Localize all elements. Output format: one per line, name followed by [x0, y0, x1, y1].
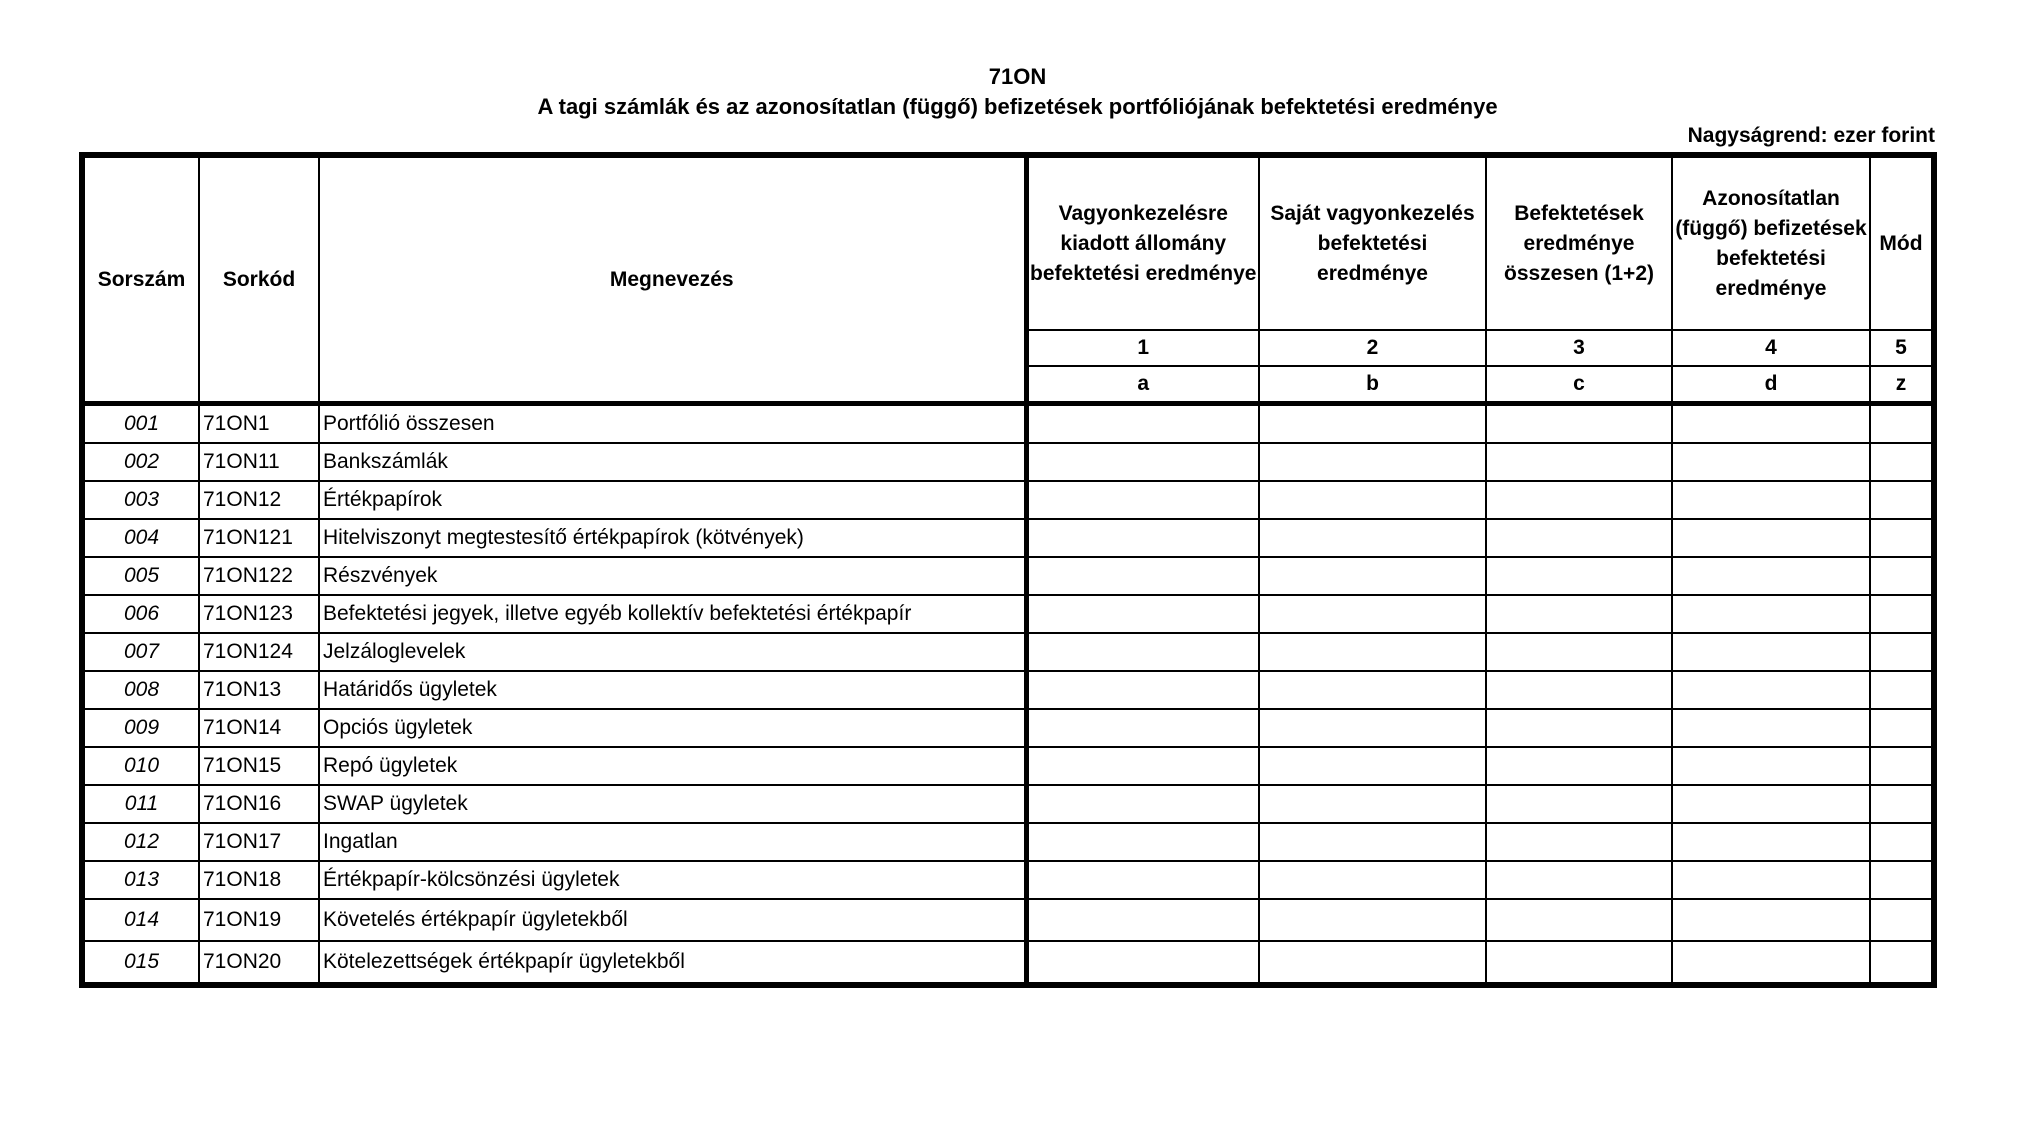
- value-cell-1[interactable]: [1026, 785, 1259, 823]
- value-cell-4[interactable]: [1672, 557, 1870, 595]
- value-cell-1[interactable]: [1026, 899, 1259, 941]
- sorkod-cell: 71ON11: [199, 443, 319, 481]
- value-cell-5[interactable]: [1870, 519, 1934, 557]
- sorszam-cell: 014: [82, 899, 199, 941]
- value-cell-4[interactable]: [1672, 861, 1870, 899]
- value-cell-2[interactable]: [1259, 481, 1486, 519]
- megnevezes-cell: Hitelviszonyt megtestesítő értékpapírok (kötvények): [319, 519, 1026, 557]
- value-cell-3[interactable]: [1486, 595, 1672, 633]
- value-cell-3[interactable]: [1486, 747, 1672, 785]
- value-cell-5[interactable]: [1870, 785, 1934, 823]
- sorszam-cell: 013: [82, 861, 199, 899]
- megnevezes-cell: Részvények: [319, 557, 1026, 595]
- table-row: [82, 404, 1934, 444]
- value-cell-5[interactable]: [1870, 747, 1934, 785]
- sorszam-cell: 009: [82, 709, 199, 747]
- value-cell-1[interactable]: [1026, 709, 1259, 747]
- value-cell-1[interactable]: [1026, 633, 1259, 671]
- sorkod-cell: 71ON17: [199, 823, 319, 861]
- value-cell-4[interactable]: [1672, 595, 1870, 633]
- value-cell-1[interactable]: [1026, 941, 1259, 985]
- value-cell-5[interactable]: [1870, 481, 1934, 519]
- col-header-5: Mód: [1870, 155, 1934, 330]
- value-cell-1[interactable]: [1026, 404, 1259, 444]
- page-title: A tagi számlák és az azonosítatlan (függő) befizetések portfóliójának befektetési eredménye: [537, 94, 1498, 119]
- value-cell-4[interactable]: [1672, 747, 1870, 785]
- sorkod-cell: 71ON122: [199, 557, 319, 595]
- col-number-2: 2: [1259, 330, 1486, 366]
- value-cell-2[interactable]: [1259, 941, 1486, 985]
- value-cell-2[interactable]: [1259, 709, 1486, 747]
- value-cell-4[interactable]: [1672, 481, 1870, 519]
- value-cell-3[interactable]: [1486, 443, 1672, 481]
- sorkod-cell: 71ON124: [199, 633, 319, 671]
- sorkod-cell: 71ON16: [199, 785, 319, 823]
- value-cell-3[interactable]: [1486, 404, 1672, 444]
- col-header-2: Saját vagyonkezelés befektetési eredménye: [1259, 155, 1486, 330]
- value-cell-4[interactable]: [1672, 709, 1870, 747]
- value-cell-1[interactable]: [1026, 443, 1259, 481]
- table-row: [82, 747, 1934, 785]
- value-cell-1[interactable]: [1026, 747, 1259, 785]
- megnevezes-cell: Bankszámlák: [319, 443, 1026, 481]
- table-row: [82, 899, 1934, 941]
- col-header-sorkod: Sorkód: [199, 155, 319, 404]
- value-cell-4[interactable]: [1672, 633, 1870, 671]
- sorszam-cell: 003: [82, 481, 199, 519]
- value-cell-4[interactable]: [1672, 941, 1870, 985]
- value-cell-1[interactable]: [1026, 823, 1259, 861]
- value-cell-2[interactable]: [1259, 404, 1486, 444]
- megnevezes-cell: Követelés értékpapír ügyletekből: [319, 899, 1026, 941]
- megnevezes-cell: Kötelezettségek értékpapír ügyletekből: [319, 941, 1026, 985]
- col-header-4: Azonosítatlan (függő) befizetések befektetési eredménye: [1672, 155, 1870, 330]
- col-header-megnevezes: Megnevezés: [319, 155, 1026, 404]
- megnevezes-cell: Ingatlan: [319, 823, 1026, 861]
- value-cell-5[interactable]: [1870, 443, 1934, 481]
- megnevezes-cell: SWAP ügyletek: [319, 785, 1026, 823]
- value-cell-3[interactable]: [1486, 785, 1672, 823]
- table-row: [82, 671, 1934, 709]
- value-cell-2[interactable]: [1259, 785, 1486, 823]
- value-cell-2[interactable]: [1259, 861, 1486, 899]
- value-cell-5[interactable]: [1870, 899, 1934, 941]
- table-row: [82, 823, 1934, 861]
- col-letter-d: d: [1672, 366, 1870, 404]
- value-cell-5[interactable]: [1870, 941, 1934, 985]
- value-cell-3[interactable]: [1486, 861, 1672, 899]
- megnevezes-cell: Értékpapír-kölcsönzési ügyletek: [319, 861, 1026, 899]
- value-cell-4[interactable]: [1672, 899, 1870, 941]
- col-number-1: 1: [1026, 330, 1259, 366]
- megnevezes-cell: Opciós ügyletek: [319, 709, 1026, 747]
- sorszam-cell: 004: [82, 519, 199, 557]
- col-letter-z: z: [1870, 366, 1934, 404]
- sorkod-cell: 71ON18: [199, 861, 319, 899]
- value-cell-1[interactable]: [1026, 519, 1259, 557]
- value-cell-4[interactable]: [1672, 823, 1870, 861]
- value-cell-1[interactable]: [1026, 595, 1259, 633]
- value-cell-3[interactable]: [1486, 519, 1672, 557]
- megnevezes-cell: Értékpapírok: [319, 481, 1026, 519]
- sorkod-cell: 71ON1: [199, 404, 319, 444]
- sorszam-cell: 002: [82, 443, 199, 481]
- sorszam-cell: 015: [82, 941, 199, 985]
- value-cell-3[interactable]: [1486, 671, 1672, 709]
- col-header-3: Befektetések eredménye összesen (1+2): [1486, 155, 1672, 330]
- sorkod-cell: 71ON20: [199, 941, 319, 985]
- col-number-5: 5: [1870, 330, 1934, 366]
- value-cell-2[interactable]: [1259, 443, 1486, 481]
- value-cell-2[interactable]: [1259, 823, 1486, 861]
- megnevezes-cell: Befektetési jegyek, illetve egyéb kollektív befektetési értékpapír: [319, 595, 1026, 633]
- col-letter-c: c: [1486, 366, 1672, 404]
- value-cell-5[interactable]: [1870, 595, 1934, 633]
- col-header-sorszam: Sorszám: [82, 155, 199, 404]
- value-cell-3[interactable]: [1486, 899, 1672, 941]
- sorszam-cell: 006: [82, 595, 199, 633]
- value-cell-3[interactable]: [1486, 557, 1672, 595]
- value-cell-4[interactable]: [1672, 443, 1870, 481]
- value-cell-1[interactable]: [1026, 861, 1259, 899]
- value-cell-2[interactable]: [1259, 899, 1486, 941]
- megnevezes-cell: Repó ügyletek: [319, 747, 1026, 785]
- value-cell-4[interactable]: [1672, 519, 1870, 557]
- value-cell-5[interactable]: [1870, 404, 1934, 444]
- table-row: [82, 443, 1934, 481]
- value-cell-5[interactable]: [1870, 823, 1934, 861]
- sorszam-cell: 001: [82, 404, 199, 444]
- value-cell-2[interactable]: [1259, 747, 1486, 785]
- sorszam-cell: 012: [82, 823, 199, 861]
- col-header-1: Vagyonkezelésre kiadott állomány befektetési eredménye: [1026, 155, 1259, 330]
- sorkod-cell: 71ON123: [199, 595, 319, 633]
- value-cell-4[interactable]: [1672, 404, 1870, 444]
- value-cell-1[interactable]: [1026, 671, 1259, 709]
- table-row: [82, 941, 1934, 985]
- report-table: [79, 152, 1937, 988]
- value-cell-3[interactable]: [1486, 823, 1672, 861]
- value-cell-3[interactable]: [1486, 941, 1672, 985]
- table-row: [82, 557, 1934, 595]
- megnevezes-cell: Jelzáloglevelek: [319, 633, 1026, 671]
- value-cell-2[interactable]: [1259, 595, 1486, 633]
- sorszam-cell: 011: [82, 785, 199, 823]
- sorszam-cell: 010: [82, 747, 199, 785]
- table-row: [82, 861, 1934, 899]
- value-cell-2[interactable]: [1259, 557, 1486, 595]
- value-cell-2[interactable]: [1259, 671, 1486, 709]
- value-cell-5[interactable]: [1870, 633, 1934, 671]
- sorszam-cell: 008: [82, 671, 199, 709]
- value-cell-5[interactable]: [1870, 671, 1934, 709]
- megnevezes-cell: Portfólió összesen: [319, 404, 1026, 444]
- value-cell-2[interactable]: [1259, 519, 1486, 557]
- value-cell-5[interactable]: [1870, 861, 1934, 899]
- table-row: [82, 595, 1934, 633]
- unit-label: Nagyságrend: ezer forint: [1687, 124, 1935, 147]
- sorkod-cell: 71ON14: [199, 709, 319, 747]
- table-row: [82, 785, 1934, 823]
- sorkod-cell: 71ON12: [199, 481, 319, 519]
- megnevezes-cell: Határidős ügyletek: [319, 671, 1026, 709]
- value-cell-2[interactable]: [1259, 633, 1486, 671]
- sorszam-cell: 007: [82, 633, 199, 671]
- sorkod-cell: 71ON19: [199, 899, 319, 941]
- form-code: 71ON: [988, 64, 1047, 89]
- col-number-3: 3: [1486, 330, 1672, 366]
- sorkod-cell: 71ON15: [199, 747, 319, 785]
- value-cell-1[interactable]: [1026, 481, 1259, 519]
- value-cell-4[interactable]: [1672, 671, 1870, 709]
- value-cell-3[interactable]: [1486, 481, 1672, 519]
- sorszam-cell: 005: [82, 557, 199, 595]
- col-number-4: 4: [1672, 330, 1870, 366]
- col-letter-a: a: [1026, 366, 1259, 404]
- col-letter-b: b: [1259, 366, 1486, 404]
- table-row: [82, 709, 1934, 747]
- table-row: [82, 519, 1934, 557]
- value-cell-4[interactable]: [1672, 785, 1870, 823]
- table-row: [82, 633, 1934, 671]
- table-row: [82, 481, 1934, 519]
- value-cell-3[interactable]: [1486, 709, 1672, 747]
- value-cell-1[interactable]: [1026, 557, 1259, 595]
- sorkod-cell: 71ON13: [199, 671, 319, 709]
- value-cell-5[interactable]: [1870, 557, 1934, 595]
- sorkod-cell: 71ON121: [199, 519, 319, 557]
- value-cell-3[interactable]: [1486, 633, 1672, 671]
- value-cell-5[interactable]: [1870, 709, 1934, 747]
